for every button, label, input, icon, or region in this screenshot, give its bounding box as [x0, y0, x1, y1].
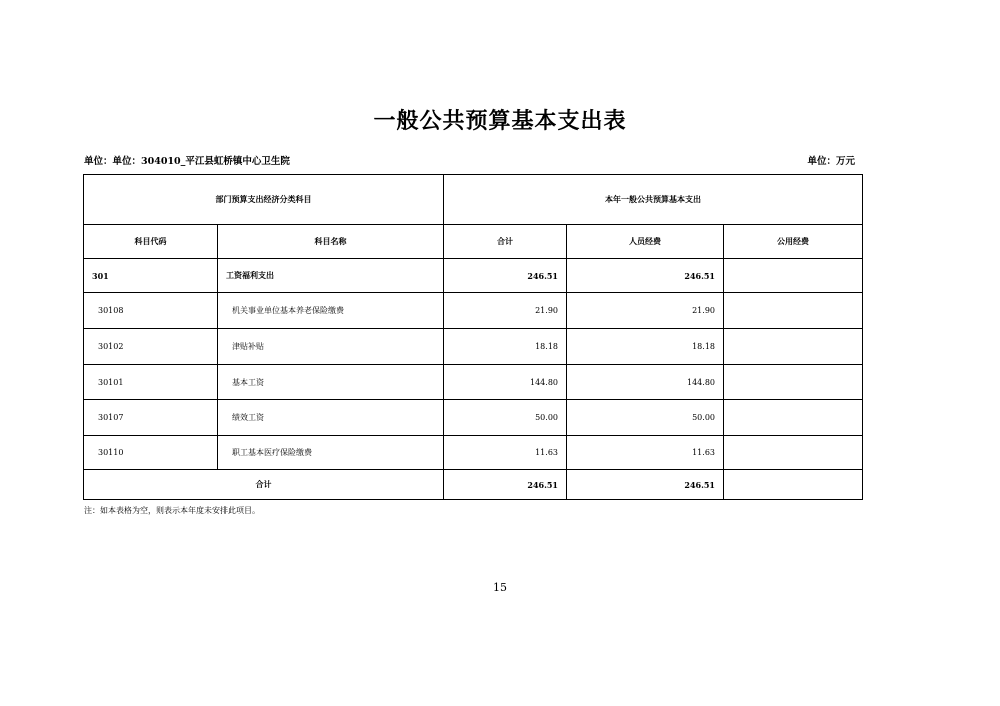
cell-name: 绩效工资: [218, 400, 444, 436]
table-row-group: [84, 259, 863, 293]
cell-name: 职工基本医疗保险缴费: [218, 436, 444, 470]
unit-name: 单位：单位：304010_平江县虹桥镇中心卫生院: [84, 156, 290, 167]
cell-personnel: 246.51: [567, 259, 724, 293]
column-header-personnel: 人员经费: [567, 225, 724, 259]
cell-code: 30102: [84, 329, 218, 365]
cell-public: [724, 365, 863, 400]
cell-total: 18.18: [444, 329, 567, 365]
cell-code: 30101: [84, 365, 218, 400]
cell-code: 30108: [84, 293, 218, 329]
cell-personnel: 246.51: [567, 470, 724, 500]
page-number: 15: [493, 581, 507, 594]
table-row: [84, 365, 863, 400]
cell-personnel: 50.00: [567, 400, 724, 436]
cell-total: 21.90: [444, 293, 567, 329]
cell-code: 301: [84, 259, 218, 293]
table-row-total: [84, 470, 863, 500]
cell-public: [724, 436, 863, 470]
cell-code: 30110: [84, 436, 218, 470]
cell-total: 246.51: [444, 470, 567, 500]
cell-name: 机关事业单位基本养老保险缴费: [218, 293, 444, 329]
group-header-right: 本年一般公共预算基本支出: [444, 175, 863, 225]
table-row: [84, 400, 863, 436]
cell-name: 津贴补贴: [218, 329, 444, 365]
cell-total: 50.00: [444, 400, 567, 436]
total-label: 合计: [84, 470, 444, 500]
cell-personnel: 11.63: [567, 436, 724, 470]
cell-code: 30107: [84, 400, 218, 436]
budget-table: [83, 174, 863, 500]
cell-total: 246.51: [444, 259, 567, 293]
cell-total: 144.80: [444, 365, 567, 400]
unit-currency: 单位：万元: [807, 156, 855, 167]
cell-personnel: 144.80: [567, 365, 724, 400]
footnote: 注：如本表格为空，则表示本年度未安排此项目。: [84, 506, 260, 515]
table-row: [84, 293, 863, 329]
cell-name: 工资福利支出: [218, 259, 444, 293]
column-header-total: 合计: [444, 225, 567, 259]
column-header-name: 科目名称: [218, 225, 444, 259]
table-row: [84, 436, 863, 470]
cell-name: 基本工资: [218, 365, 444, 400]
group-header-left: 部门预算支出经济分类科目: [84, 175, 444, 225]
cell-personnel: 18.18: [567, 329, 724, 365]
cell-public: [724, 400, 863, 436]
column-header-row: [84, 225, 863, 259]
cell-personnel: 21.90: [567, 293, 724, 329]
cell-public: [724, 329, 863, 365]
group-header-row: [84, 175, 863, 225]
table-row: [84, 329, 863, 365]
column-header-public: 公用经费: [724, 225, 863, 259]
cell-public: [724, 293, 863, 329]
cell-public: [724, 470, 863, 500]
cell-public: [724, 259, 863, 293]
cell-total: 11.63: [444, 436, 567, 470]
page-title: 一般公共预算基本支出表: [373, 108, 627, 134]
column-header-code: 科目代码: [84, 225, 218, 259]
